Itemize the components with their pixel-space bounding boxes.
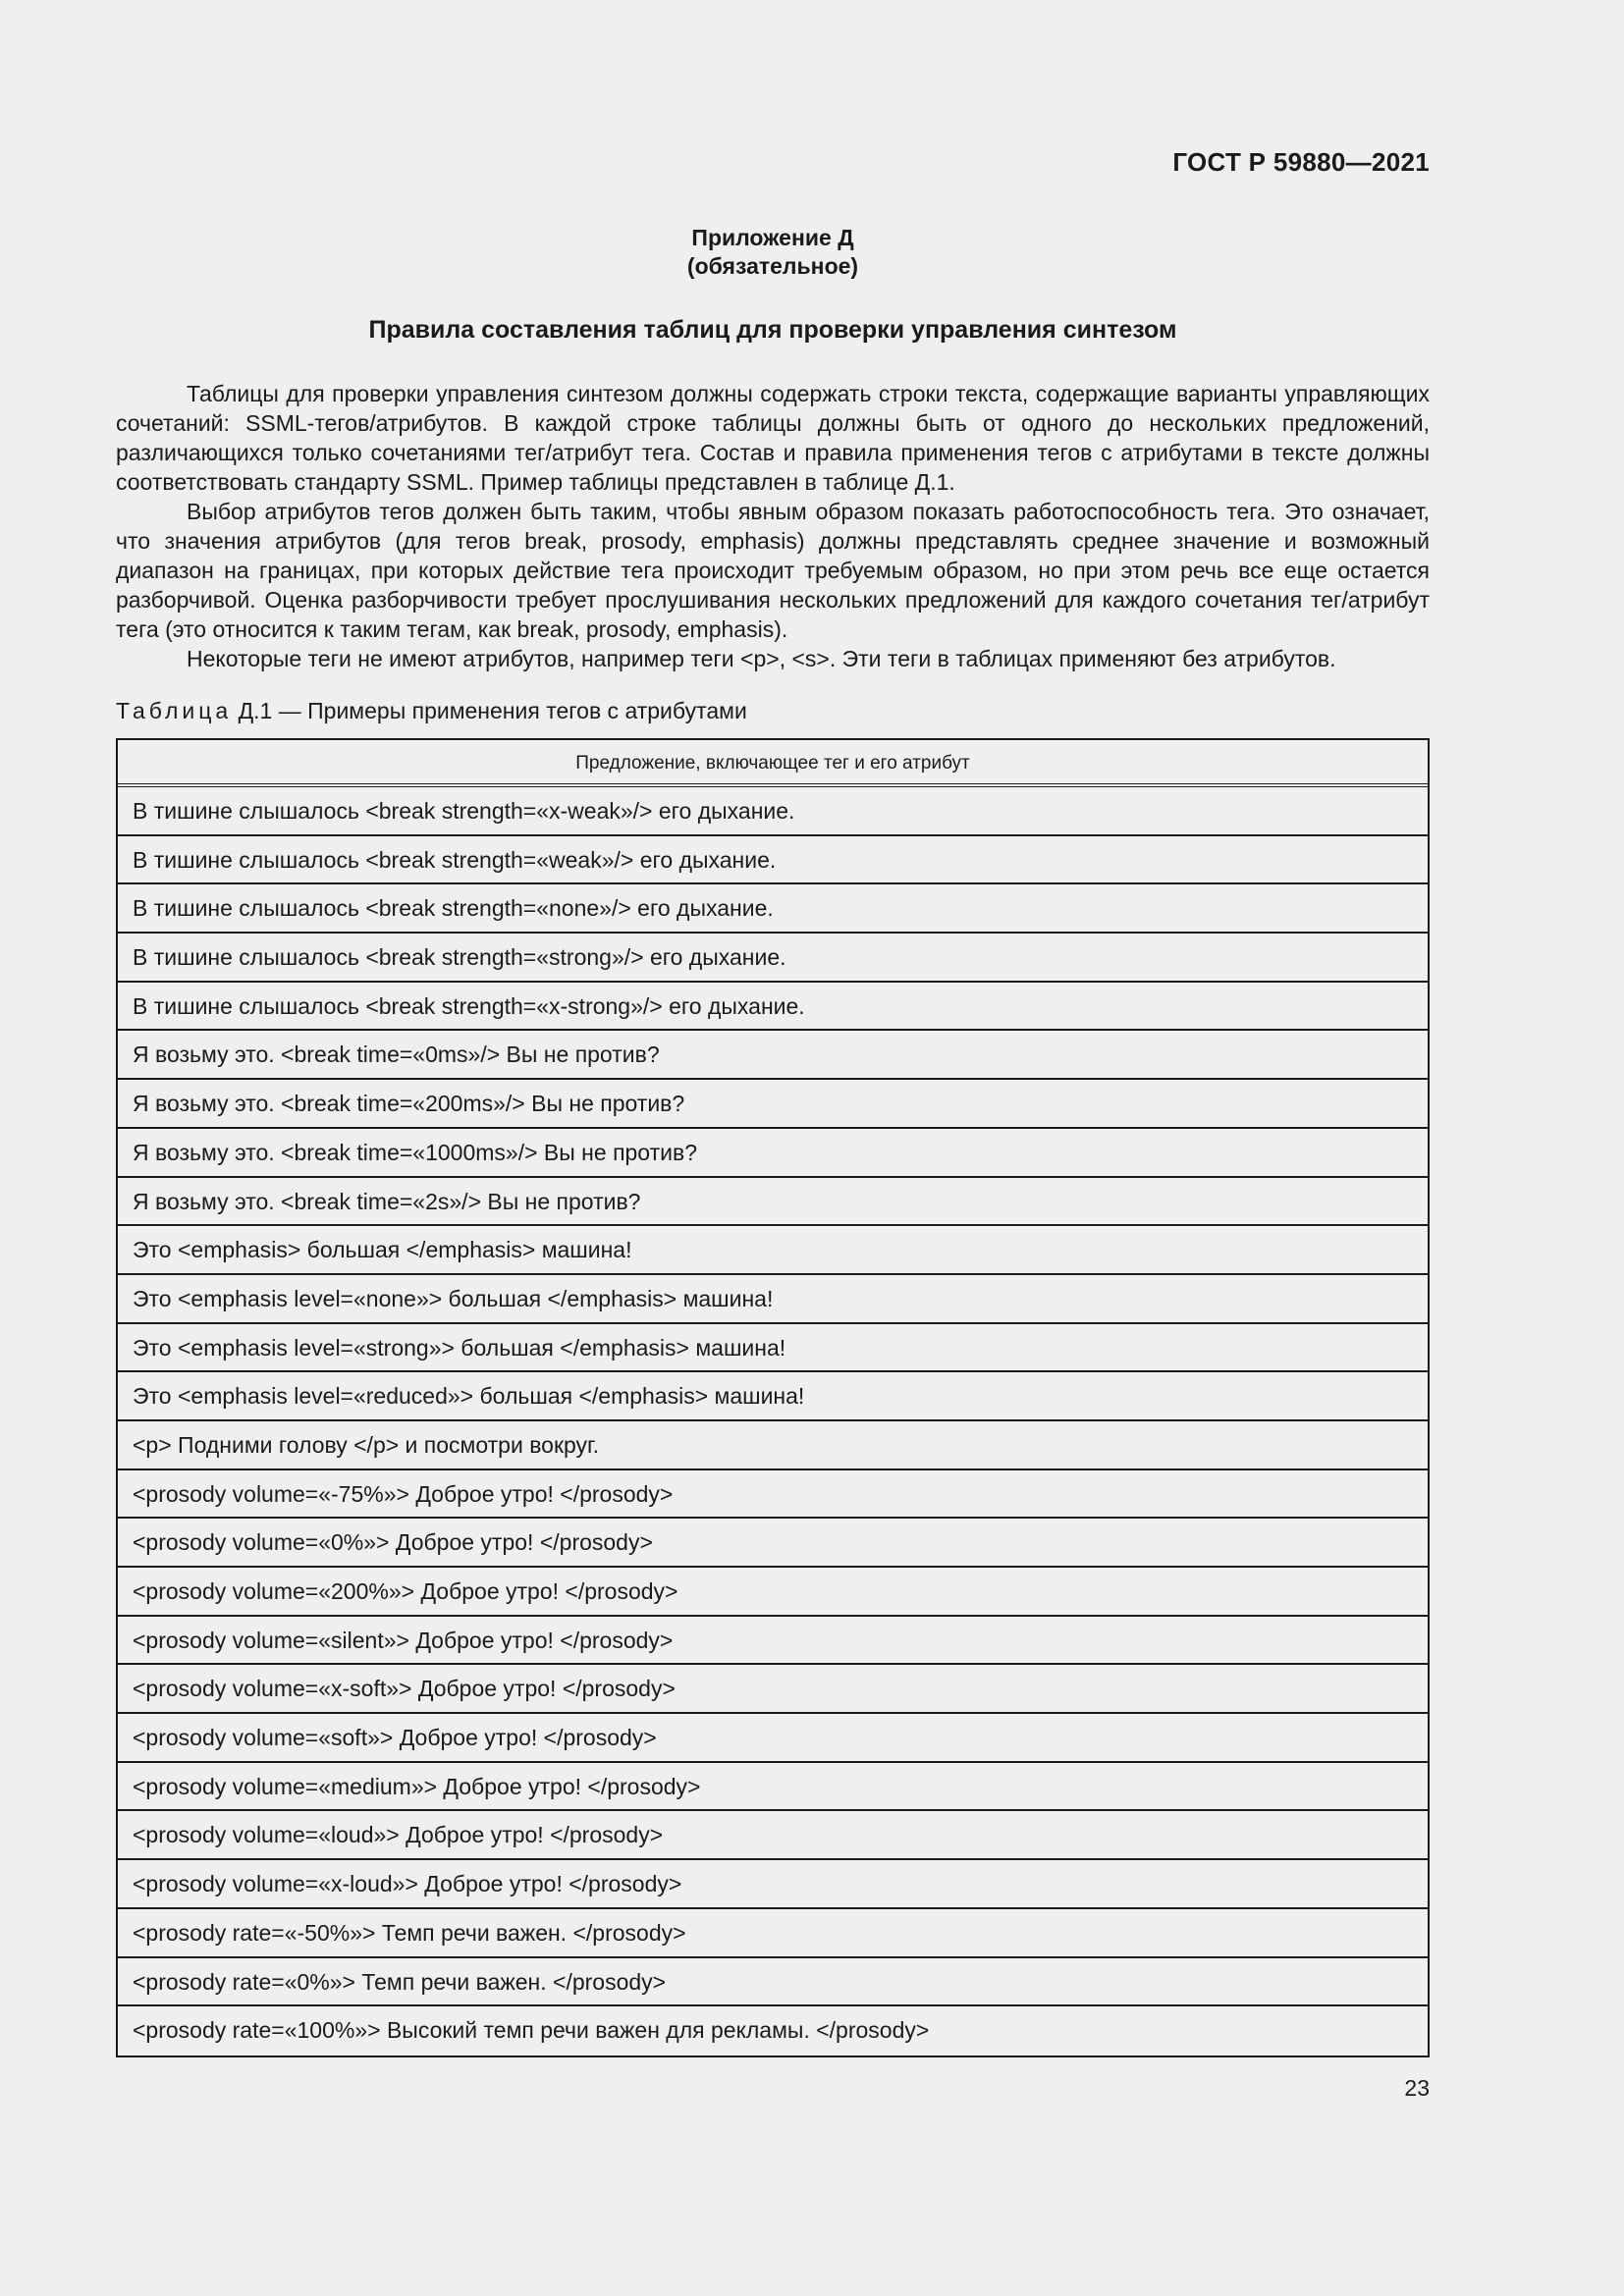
table-header: Предложение, включающее тег и его атрибут [118, 740, 1428, 787]
table-row: <prosody rate=«100%»> Высокий темп речи важен для рекламы. </prosody> [133, 2017, 930, 2044]
appendix-status: (обязательное) [686, 253, 859, 279]
examples-table [116, 738, 1430, 2057]
table-row: <prosody volume=«silent»> Доброе утро! </prosody> [118, 1617, 1428, 1666]
table-caption-number: Д.1 [238, 698, 273, 723]
table-row: Я возьму это. <break time=«1000ms»/> Вы не против? [118, 1129, 1428, 1178]
table-row: <prosody volume=«x-soft»> Доброе утро! </prosody> [118, 1665, 1428, 1714]
table-row: <prosody rate=«0%»> Темп речи важен. </prosody> [118, 1958, 1428, 2007]
document-code: ГОСТ Р 59880—2021 [1172, 147, 1430, 177]
table-caption [116, 698, 747, 724]
table-row: <p> Подними голову </p> и посмотри вокруг. [118, 1421, 1428, 1470]
body-text [116, 379, 1430, 673]
table-row: <prosody rate=«-50%»> Темп речи важен. </prosody> [118, 1909, 1428, 1958]
table-row: <prosody volume=«medium»> Доброе утро! </prosody> [118, 1763, 1428, 1812]
table-row: В тишине слышалось <break strength=«strong»/> его дыхание. [118, 934, 1428, 983]
table-row: В тишине слышалось <break strength=«none»/> его дыхание. [118, 884, 1428, 934]
table-body [118, 787, 1428, 2056]
table-row: <prosody volume=«loud»> Доброе утро! </prosody> [118, 1811, 1428, 1860]
table-row: В тишине слышалось <break strength=«x-strong»/> его дыхание. [118, 983, 1428, 1032]
table-caption-label: Таблица [116, 698, 233, 723]
table-row: <prosody volume=«-75%»> Доброе утро! </prosody> [118, 1470, 1428, 1520]
paragraph: Таблицы для проверки управления синтезом должны содержать строки текста, содержащие варианты управляющих сочетаний: SSML-тегов/атрибутов. В каждой строке таблицы должны быть от одного до нескольких предложений, различающихся только сочетаниями тег/атрибут тега. Состав и правила применения тегов с атрибутами в тексте должны соответствовать стандарту SSML. Пример таблицы представлен в таблице Д.1. [116, 381, 1430, 495]
table-row: Я возьму это. <break time=«0ms»/> Вы не против? [118, 1031, 1428, 1080]
table-row: В тишине слышалось <break strength=«weak»/> его дыхание. [118, 836, 1428, 885]
table-row: <prosody volume=«x-loud»> Доброе утро! </prosody> [118, 1860, 1428, 1909]
page-number: 23 [1404, 2075, 1430, 2101]
section-title: Правила составления таблиц для проверки управления синтезом [368, 316, 1177, 344]
table-row: В тишине слышалось <break strength=«x-weak»/> его дыхание. [118, 787, 1428, 836]
table-row: <prosody volume=«soft»> Доброе утро! </prosody> [118, 1714, 1428, 1763]
appendix-heading [0, 224, 1545, 281]
table-row: <prosody volume=«0%»> Доброе утро! </prosody> [118, 1519, 1428, 1568]
paragraph: Некоторые теги не имеют атрибутов, например теги <p>, <s>. Эти теги в таблицах применяют без атрибутов. [187, 646, 1336, 671]
table-row: Это <emphasis level=«none»> большая </emphasis> машина! [118, 1275, 1428, 1324]
paragraph: Выбор атрибутов тегов должен быть таким, чтобы явным образом показать работоспособность тега. Это означает, что значения атрибутов (для тегов break, prosody, emphasis) должны представлять среднее значение и возможный диапазон на границах, при которых действие тега происходит требуемым образом, но при этом речь все еще остается разборчивой. Оценка разборчивости требует прослушивания нескольких предложений для каждого сочетания тег/атрибут тега (это относится к таким тегам, как break, prosody, emphasis). [116, 499, 1430, 642]
table-row: Это <emphasis level=«reduced»> большая </emphasis> машина! [118, 1372, 1428, 1421]
table-row: Это <emphasis> большая </emphasis> машина! [118, 1226, 1428, 1275]
table-row: Я возьму это. <break time=«2s»/> Вы не против? [118, 1178, 1428, 1227]
appendix-title: Приложение Д [691, 225, 854, 250]
table-row: <prosody volume=«200%»> Доброе утро! </prosody> [118, 1568, 1428, 1617]
table-caption-text: — Примеры применения тегов с атрибутами [272, 698, 747, 723]
table-row: Я возьму это. <break time=«200ms»/> Вы не против? [118, 1080, 1428, 1129]
table-row: Это <emphasis level=«strong»> большая </emphasis> машина! [118, 1324, 1428, 1373]
